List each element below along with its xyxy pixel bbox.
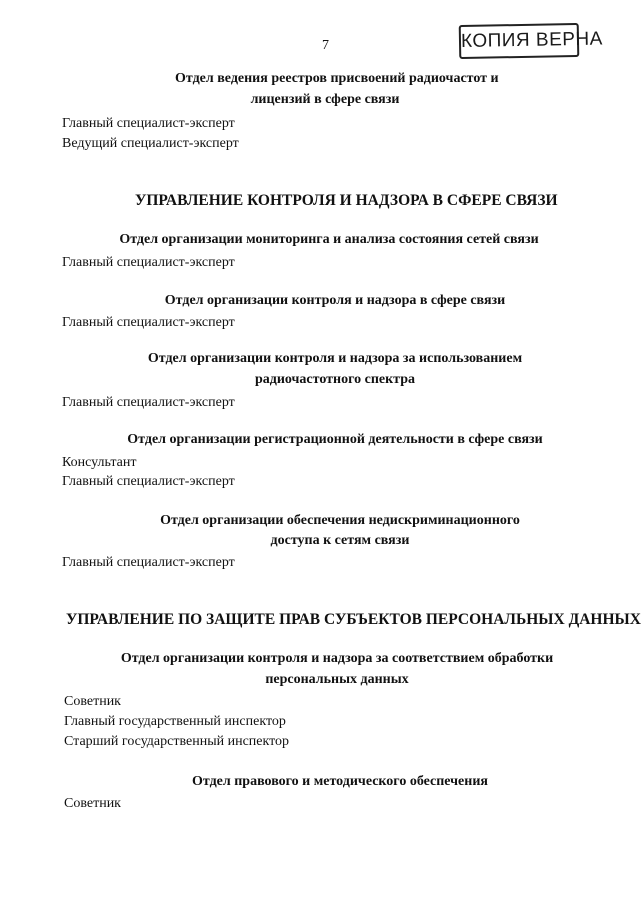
department-title-monitoring: Отдел организации мониторинга и анализа состояния сетей связи (119, 232, 539, 247)
position-item: Главный государственный инспектор (64, 714, 286, 729)
position-item: Главный специалист-эксперт (62, 116, 235, 131)
department-title-legal-methodological: Отдел правового и методического обеспечения (192, 774, 488, 789)
position-item: Главный специалист-эксперт (62, 395, 235, 410)
position-item: Советник (64, 796, 121, 811)
department-title-control-supervision: Отдел организации контроля и надзора в сфере связи (164, 293, 506, 308)
position-item: Старший государственный инспектор (64, 734, 290, 749)
department-title-processing-compliance-line2: персональных данных (265, 672, 409, 687)
position-item: Советник (64, 694, 121, 709)
department-title-spectrum-line1: Отдел организации контроля и надзора за использованием (147, 351, 523, 366)
department-title-spectrum-line2: радиочастотного спектра (254, 372, 416, 387)
position-item: Главный специалист-эксперт (62, 315, 235, 330)
position-item: Главный специалист-эксперт (62, 255, 235, 270)
position-item: Консультант (62, 455, 137, 470)
department-title-registration: Отдел организации регистрационной деятельности в сфере связи (127, 432, 543, 447)
department-title-registry-line2: лицензий в сфере связи (250, 92, 400, 107)
position-item: Главный специалист-эксперт (62, 474, 235, 489)
page-number: 7 (322, 38, 329, 53)
department-title-nondiscriminatory-line1: Отдел организации обеспечения недискриминационного (160, 513, 520, 528)
department-title-nondiscriminatory-line2: доступа к сетям связи (270, 533, 410, 548)
department-title-processing-compliance-line1: Отдел организации контроля и надзора за соответствием обработки (120, 651, 554, 666)
copy-certified-stamp: КОПИЯ ВЕРНА (459, 23, 580, 59)
position-item: Главный специалист-эксперт (62, 555, 235, 570)
position-item: Ведущий специалист-эксперт (62, 136, 239, 151)
department-title-registry-line1: Отдел ведения реестров присвоений радиочастот и (175, 71, 499, 86)
section-title-communications-control: УПРАВЛЕНИЕ КОНТРОЛЯ И НАДЗОРА В СФЕРЕ СВЯЗИ (135, 192, 558, 209)
section-title-personal-data: УПРАВЛЕНИЕ ПО ЗАЩИТЕ ПРАВ СУБЪЕКТОВ ПЕРСОНАЛЬНЫХ ДАННЫХ (66, 611, 641, 628)
